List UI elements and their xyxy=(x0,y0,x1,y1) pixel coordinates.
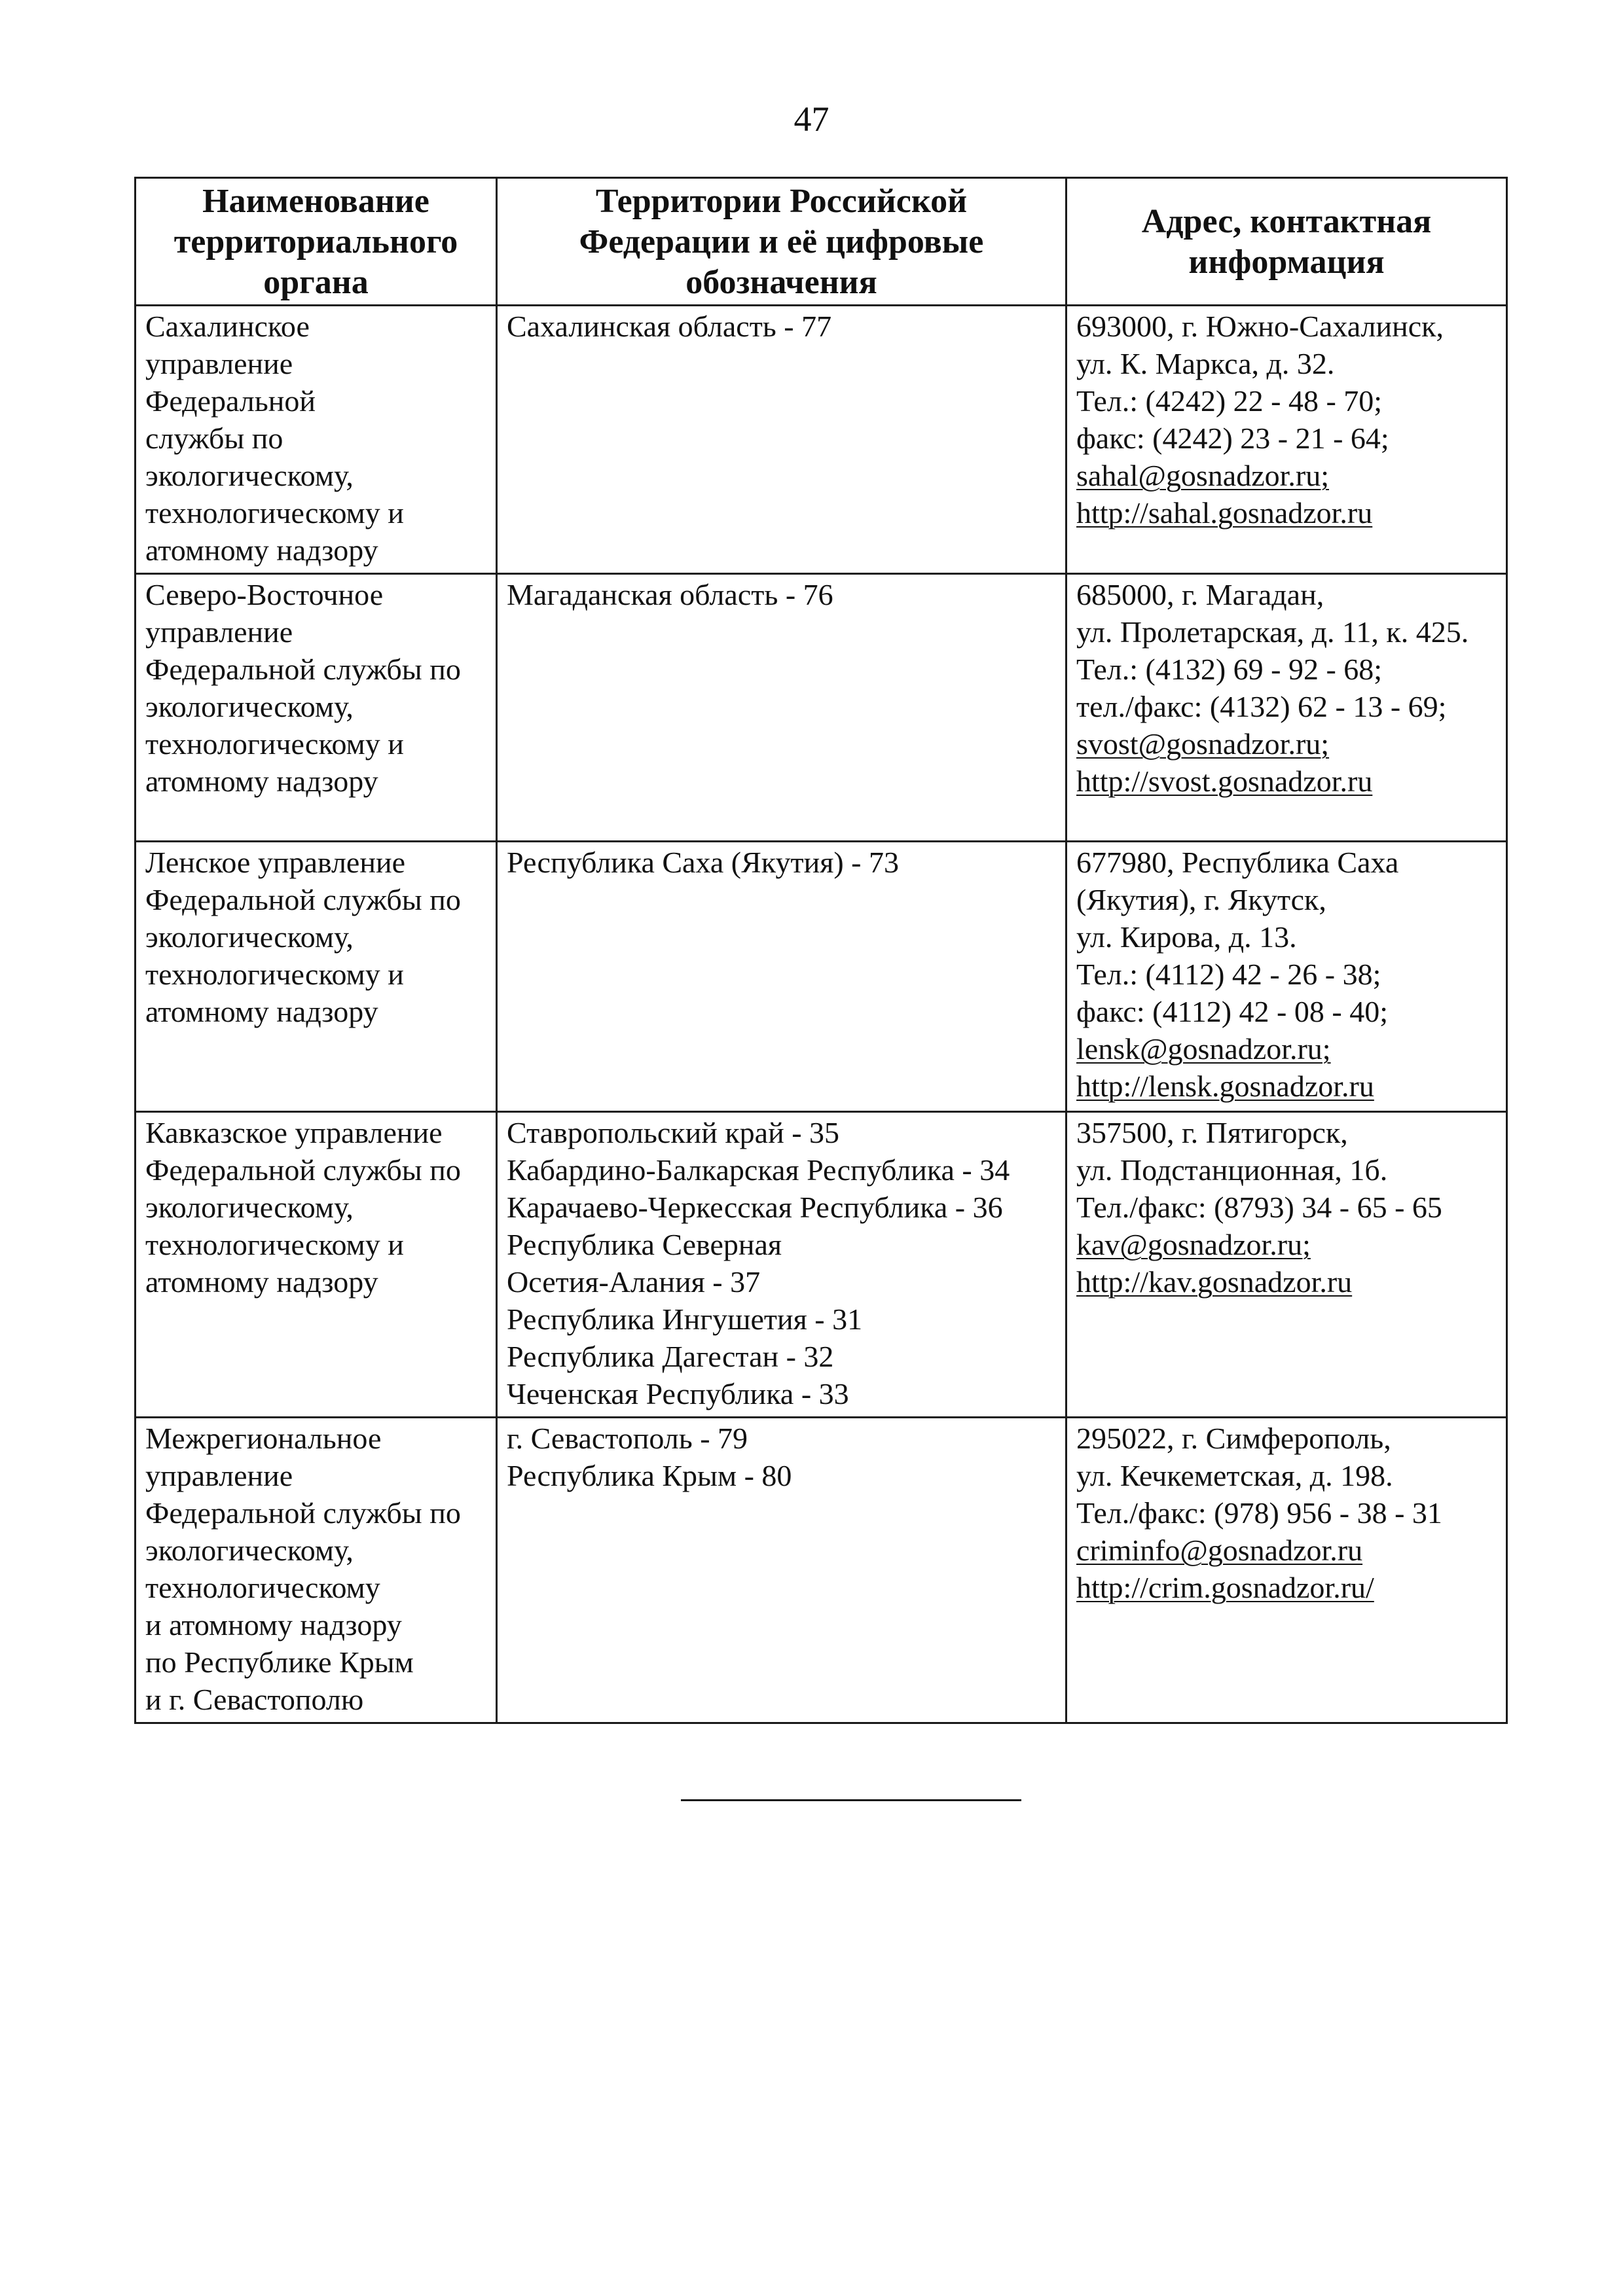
territory-line: Республика Саха (Якутия) - 73 xyxy=(507,846,899,879)
address-line: тел./факс: (4132) 62 - 13 - 69; xyxy=(1076,690,1447,723)
organ-name-line: управление xyxy=(145,1459,293,1492)
email-link[interactable]: kav@gosnadzor.ru; xyxy=(1076,1228,1311,1261)
address-line: 677980, Республика Саха xyxy=(1076,846,1399,879)
address-line: факс: (4242) 23 - 21 - 64; xyxy=(1076,422,1389,455)
address-cell xyxy=(1067,306,1507,574)
organ-name-line: Федеральной службы по xyxy=(145,1496,461,1530)
header-line: информация xyxy=(1188,243,1385,281)
address-line: Тел./факс: (978) 956 - 38 - 31 xyxy=(1076,1496,1442,1530)
organ-name-line: Северо-Восточное xyxy=(145,578,384,611)
address-cell xyxy=(1067,1112,1507,1418)
organ-name-line: и г. Севастополю xyxy=(145,1683,364,1716)
address-line: ул. Подстанционная, 1б. xyxy=(1076,1153,1388,1187)
address-line: 295022, г. Симферополь, xyxy=(1076,1422,1391,1455)
organ-name-line: Федеральной службы по xyxy=(145,653,461,686)
address-line: ул. Кирова, д. 13. xyxy=(1076,920,1297,954)
territories-cell xyxy=(497,306,1067,574)
organ-name-cell xyxy=(136,1418,497,1723)
organ-name-line: атомному надзору xyxy=(145,1265,378,1299)
address-line: ул. Кечкеметская, д. 198. xyxy=(1076,1459,1393,1492)
header-line: территориального xyxy=(173,223,458,260)
address-line: ул. Пролетарская, д. 11, к. 425. xyxy=(1076,615,1469,649)
territory-line: Республика Крым - 80 xyxy=(507,1459,792,1492)
organ-name-line: управление xyxy=(145,347,293,380)
organ-name-line: Федеральной службы по xyxy=(145,1153,461,1187)
organ-name-line: управление xyxy=(145,615,293,649)
address-line: факс: (4112) 42 - 08 - 40; xyxy=(1076,995,1388,1028)
territory-line: Сахалинская область - 77 xyxy=(507,310,832,343)
organ-name-line: технологическому xyxy=(145,1571,380,1604)
organ-name-cell xyxy=(136,306,497,574)
territory-line: Республика Ингушетия - 31 xyxy=(507,1302,863,1336)
header-line: Адрес, контактная xyxy=(1141,203,1432,240)
organ-name-line: Федеральной службы по xyxy=(145,883,461,916)
address-line: 685000, г. Магадан, xyxy=(1076,578,1324,611)
header-line: Территории Российской xyxy=(595,183,968,220)
organ-name-line: Кавказское управление xyxy=(145,1116,443,1149)
organ-name-line: атомному надзору xyxy=(145,533,378,567)
email-link[interactable]: sahal@gosnadzor.ru; xyxy=(1076,459,1329,492)
territory-line: Карачаево-Черкесская Республика - 36 xyxy=(507,1191,1003,1224)
territories-cell xyxy=(497,574,1067,842)
territory-line: Ставропольский край - 35 xyxy=(507,1116,840,1149)
address-line: Тел./факс: (8793) 34 - 65 - 65 xyxy=(1076,1191,1442,1224)
header-organ-name xyxy=(136,178,497,306)
header-territories xyxy=(497,178,1067,306)
organ-name-line: экологическому, xyxy=(145,459,354,492)
territories-cell xyxy=(497,842,1067,1112)
organ-name-line: и атомному надзору xyxy=(145,1608,402,1641)
table-row xyxy=(136,1112,1507,1418)
address-line: Тел.: (4132) 69 - 92 - 68; xyxy=(1076,653,1383,686)
territories-cell xyxy=(497,1112,1067,1418)
organ-name-line: экологическому, xyxy=(145,1191,354,1224)
address-cell xyxy=(1067,574,1507,842)
page-number: 47 xyxy=(793,99,830,139)
email-link[interactable]: criminfo@gosnadzor.ru xyxy=(1076,1534,1363,1567)
website-link[interactable]: http://kav.gosnadzor.ru xyxy=(1076,1265,1353,1299)
website-link[interactable]: http://sahal.gosnadzor.ru xyxy=(1076,496,1373,529)
header-line: Наименование xyxy=(202,183,429,220)
address-line: ул. К. Маркса, д. 32. xyxy=(1076,347,1335,380)
territory-line: Магаданская область - 76 xyxy=(507,578,833,611)
organ-name-line: Федеральной xyxy=(145,384,316,418)
table-row xyxy=(136,842,1507,1112)
address-cell xyxy=(1067,842,1507,1112)
organ-name-line: Сахалинское xyxy=(145,310,310,343)
territory-line: Республика Северная xyxy=(507,1228,782,1261)
organ-name-line: технологическому и xyxy=(145,1228,404,1261)
organ-name-cell xyxy=(136,1112,497,1418)
address-cell xyxy=(1067,1418,1507,1723)
territory-line: Осетия-Алания - 37 xyxy=(507,1265,761,1299)
organ-name-line: экологическому, xyxy=(145,690,354,723)
address-line: Тел.: (4112) 42 - 26 - 38; xyxy=(1076,958,1381,991)
organ-name-line: технологическому и xyxy=(145,727,404,761)
territory-line: Чеченская Республика - 33 xyxy=(507,1377,849,1410)
header-line: Федерации и её цифровые xyxy=(579,223,984,260)
organ-name-line: технологическому и xyxy=(145,958,404,991)
address-line: Тел.: (4242) 22 - 48 - 70; xyxy=(1076,384,1383,418)
header-line: обозначения xyxy=(685,264,877,301)
organ-name-line: Межрегиональное xyxy=(145,1422,382,1455)
territorial-bodies-table xyxy=(134,177,1508,1724)
table-header-row xyxy=(136,178,1507,306)
organ-name-line: экологическому, xyxy=(145,1534,354,1567)
organ-name-line: Ленское управление xyxy=(145,846,405,879)
email-link[interactable]: lensk@gosnadzor.ru; xyxy=(1076,1032,1331,1066)
table-row xyxy=(136,306,1507,574)
website-link[interactable]: http://svost.gosnadzor.ru xyxy=(1076,764,1373,798)
website-link[interactable]: http://crim.gosnadzor.ru/ xyxy=(1076,1571,1374,1604)
organ-name-cell xyxy=(136,574,497,842)
organ-name-line: атомному надзору xyxy=(145,995,378,1028)
website-link[interactable]: http://lensk.gosnadzor.ru xyxy=(1076,1069,1374,1103)
territory-line: г. Севастополь - 79 xyxy=(507,1422,748,1455)
organ-name-line: технологическому и xyxy=(145,496,404,529)
organ-name-line: экологическому, xyxy=(145,920,354,954)
organ-name-cell xyxy=(136,842,497,1112)
organ-name-line: службы по xyxy=(145,422,283,455)
table-row xyxy=(136,1418,1507,1723)
territory-line: Кабардино-Балкарская Республика - 34 xyxy=(507,1153,1010,1187)
header-line: органа xyxy=(263,264,369,301)
address-line: (Якутия), г. Якутск, xyxy=(1076,883,1326,916)
organ-name-line: по Республике Крым xyxy=(145,1645,414,1679)
address-line: 357500, г. Пятигорск, xyxy=(1076,1116,1348,1149)
header-address xyxy=(1067,178,1507,306)
table-row xyxy=(136,574,1507,842)
organ-name-line: атомному надзору xyxy=(145,764,378,798)
territory-line: Республика Дагестан - 32 xyxy=(507,1340,834,1373)
address-line: 693000, г. Южно-Сахалинск, xyxy=(1076,310,1444,343)
end-of-document-divider xyxy=(681,1799,1021,1801)
territories-cell xyxy=(497,1418,1067,1723)
email-link[interactable]: svost@gosnadzor.ru; xyxy=(1076,727,1330,761)
